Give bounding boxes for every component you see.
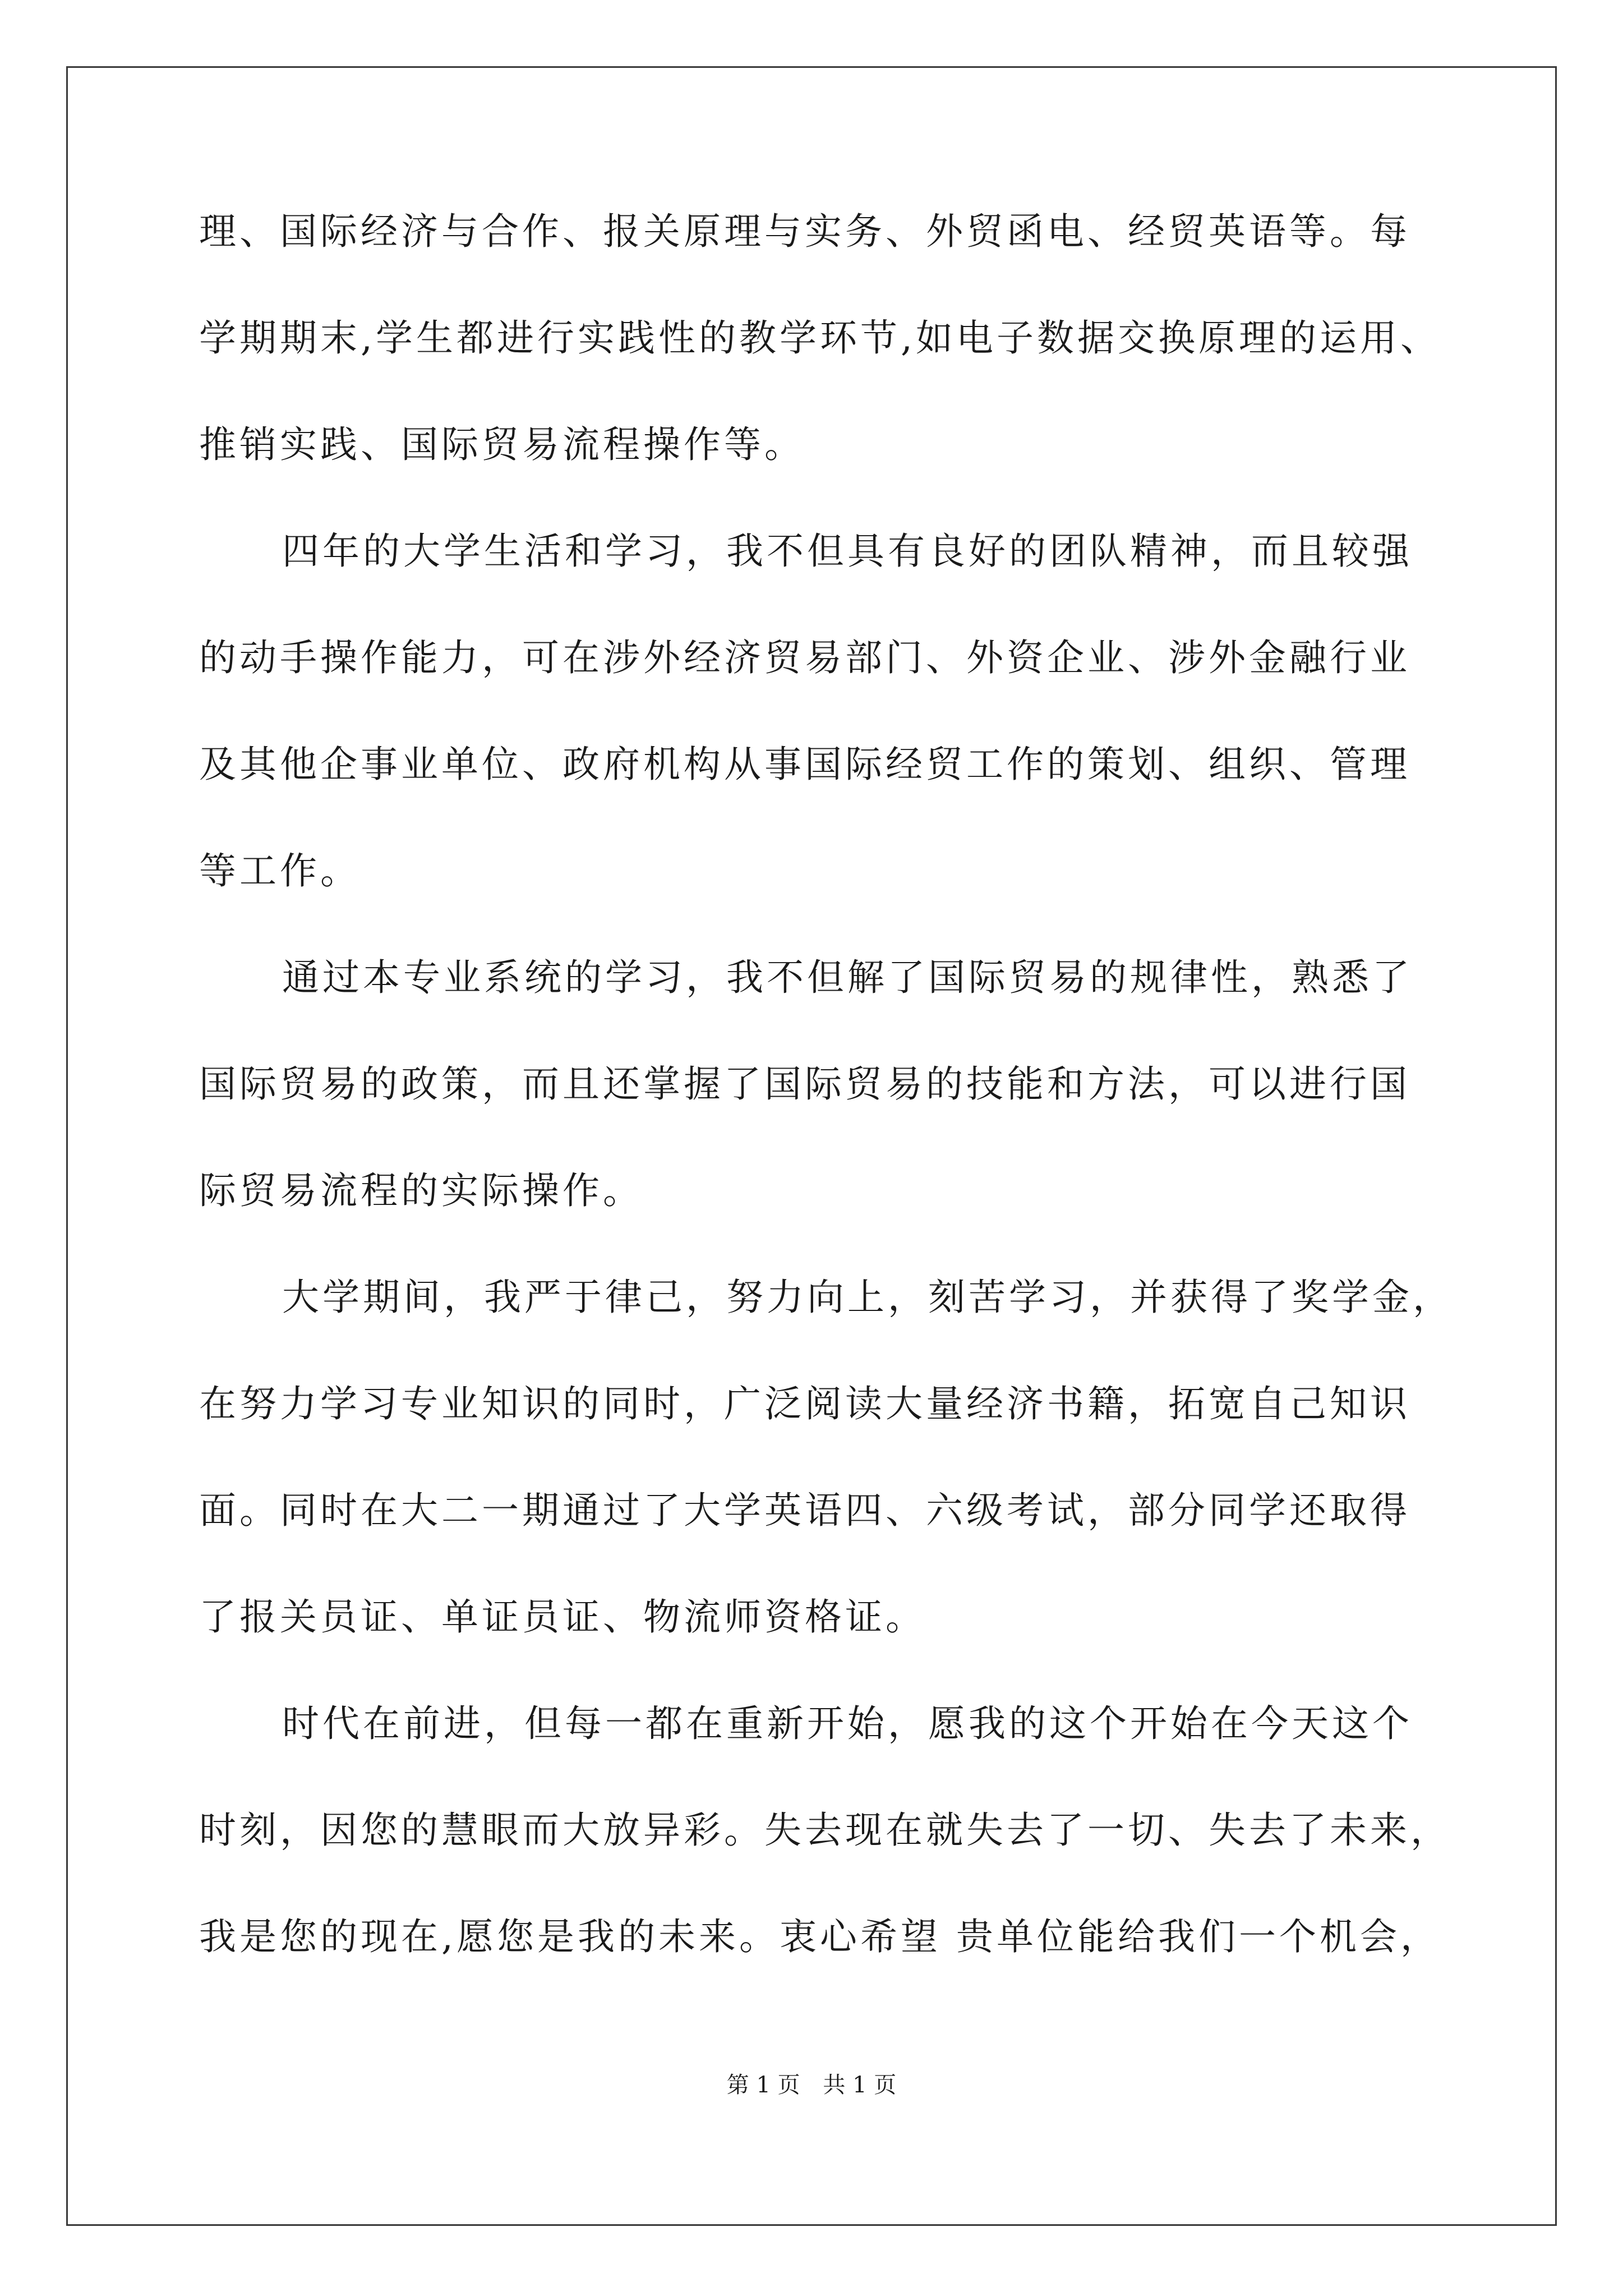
text-line: 学期期末,学生都进行实践性的教学环节,如电子数据交换原理的运用、 [199,316,1441,360]
page-number-total: 共 1 页 [823,2072,897,2098]
document-body [199,210,1483,2025]
text-line: 国际贸易的政策，而且还掌握了国际贸易的技能和方法，可以进行国 [199,1062,1410,1106]
text-line: 际贸易流程的实际操作。 [199,1169,643,1212]
text-line: 及其他企事业单位、政府机构从事国际经贸工作的策划、组织、管理 [199,743,1410,786]
text-line: 等工作。 [199,849,361,892]
text-line: 四年的大学生活和学习，我不但具有良好的团队精神，而且较强 [282,530,1413,573]
text-line: 时代在前进，但每一都在重新开始，愿我的这个开始在今天这个 [282,1702,1413,1745]
text-line: 理、国际经济与合作、报关原理与实务、外贸函电、经贸英语等。每 [199,210,1410,253]
text-line: 的动手操作能力，可在涉外经济贸易部门、外资企业、涉外金融行业 [199,636,1410,679]
text-line: 时刻，因您的慧眼而大放异彩。失去现在就失去了一切、失去了未来， [199,1809,1451,1852]
text-line: 在努力学习专业知识的同时，广泛阅读大量经济书籍，拓宽自己知识 [199,1382,1410,1425]
text-line: 大学期间，我严于律己，努力向上，刻苦学习，并获得了奖学金， [282,1276,1453,1319]
page-number-current: 第 1 页 [726,2072,800,2098]
text-line: 推销实践、国际贸易流程操作等。 [199,423,805,466]
text-line: 我是您的现在,愿您是我的未来。衷心希望 贵单位能给我们一个机会， [199,1915,1441,1958]
page-footer [0,2073,1623,2097]
text-line: 了报关员证、单证员证、物流师资格证。 [199,1595,926,1639]
text-line: 面。同时在大二一期通过了大学英语四、六级考试，部分同学还取得 [199,1489,1410,1532]
text-line: 通过本专业系统的学习，我不但解了国际贸易的规律性，熟悉了 [282,956,1413,999]
